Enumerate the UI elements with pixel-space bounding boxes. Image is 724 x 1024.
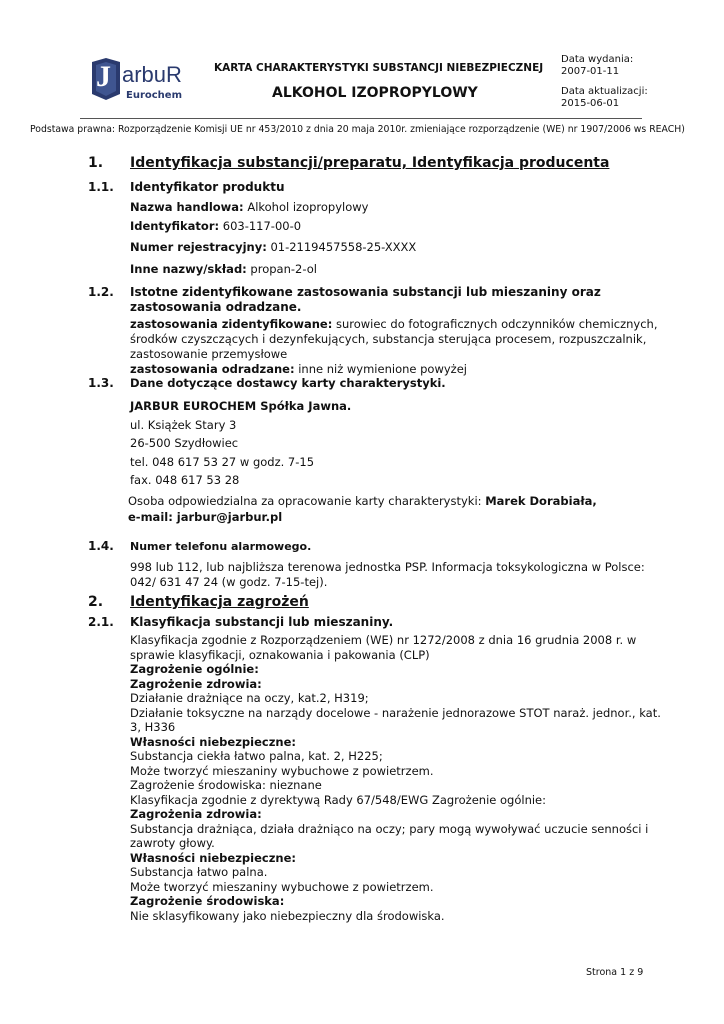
identified-uses-line-2: środków czyszczących i dezynfekujących, substancja sterująca procesem, rozpuszczalnik, [130,332,647,346]
classification-line: zawroty głowy. [130,836,215,850]
product-title: ALKOHOL IZOPROPYLOWY [272,85,478,101]
identified-uses-label: zastosowania zidentyfikowane: [130,317,333,331]
registration-label: Numer rejestracyjny: [130,240,267,254]
classification-line: Zagrożenia zdrowia: [130,807,262,821]
section-1-4-number: 1.4. [88,539,114,553]
section-1-title: Identyfikacja substancji/preparatu, Identyfikacja producenta [130,155,610,171]
section-1-number: 1. [88,155,104,171]
identifier [130,219,301,234]
classification-line: Klasyfikacja zgodnie z Rozporządzeniem (WE) nr 1272/2008 z dnia 16 grudnia 2008 r. w [130,633,637,647]
section-1-2-title-1: Istotne zidentyfikowane zastosowania substancji lub mieszaniny oraz [130,285,601,299]
section-2-1-number: 2.1. [88,615,114,629]
classification-line: Może tworzyć mieszaniny wybuchowe z powietrzem. [130,763,434,778]
contact-email[interactable]: e-mail: jarbur@jarbur.pl [128,510,283,524]
classification-text [130,633,661,923]
identified-uses-value: surowiec do fotograficznych odczynników chemicznych, [332,317,658,331]
address-street: ul. Książek Stary 3 [130,418,237,432]
logo [86,56,196,104]
section-2-number: 2. [88,594,104,610]
classification-line: Może tworzyć mieszaniny wybuchowe z powietrzem. [130,879,434,894]
page-number: Strona 1 z 9 [586,967,644,978]
classification-line: 3, H336 [130,720,176,734]
responsible-person [128,494,597,509]
alarm-line-2: 042/ 631 47 24 (w godz. 7-15-tej). [130,575,328,589]
registration-number [130,240,416,255]
phone: tel. 048 617 53 27 w godz. 7-15 [130,455,315,469]
other-names [130,262,317,277]
header-rule [80,118,642,119]
advised-against [130,362,467,377]
legal-basis: Podstawa prawna: Rozporządzenie Komisji UE nr 453/2010 z dnia 20 maja 2010r. zmieniające rozporządzenie (WE) nr 1907/2006 ws REACH) [30,124,685,135]
section-1-1-number: 1.1. [88,180,114,194]
logo-text: arbuR [122,62,182,87]
identifier-label: Identyfikator: [130,219,220,233]
trade-name-value: Alkohol izopropylowy [243,200,369,214]
other-names-label: Inne nazwy/skład: [130,262,247,276]
classification-line: Działanie drażniące na oczy, kat.2, H319; [130,691,369,705]
section-1-1-title: Identyfikator produktu [130,180,285,194]
classification-line: Zagrożenie ogólnie: [130,662,259,676]
classification-line: Własności niebezpieczne: [130,734,296,749]
section-1-4-title: Numer telefonu alarmowego. [130,540,312,553]
responsible-label: Osoba odpowiedzialna za opracowanie karty charakterystyki: [128,494,486,508]
classification-line: Zagrożenie środowiska: [130,894,285,908]
classification-line: Działanie toksyczne na narządy docelowe - narażenie jednorazowe STOT naraż. jednor., kat. [130,705,661,720]
classification-line: sprawie klasyfikacji, oznakowania i pakowania (CLP) [130,647,430,662]
logo-subtext: Eurochem [126,90,183,101]
classification-line: Substancja łatwo palna. [130,865,268,879]
company-name: JARBUR EUROCHEM Spółka Jawna. [130,399,352,413]
other-names-value: propan-2-ol [246,262,317,276]
section-2-1-title: Klasyfikacja substancji lub mieszaniny. [130,615,394,629]
registration-value: 01-2119457558-25-XXXX [266,240,417,254]
classification-line: Substancja ciekła łatwo palna, kat. 2, H225; [130,749,383,763]
section-2-title: Identyfikacja zagrożeń [130,594,309,610]
classification-line: Zagrożenie zdrowia: [130,676,262,691]
identified-uses-line-3: zastosowanie przemysłowe [130,347,288,361]
update-label: Data aktualizacji: [561,86,648,97]
section-1-2-number: 1.2. [88,285,114,299]
identified-uses [130,317,658,332]
classification-line: Nie sklasyfikowany jako niebezpieczny dla środowiska. [130,908,445,923]
section-1-2-title-2: zastosowania odradzane. [130,300,302,314]
trade-name [130,200,368,215]
classification-line: Substancja drażniąca, działa drażniąco na oczy; pary mogą wywoływać uczucie senności i [130,821,649,836]
update-date: 2015-06-01 [561,98,620,109]
advised-against-label: zastosowania odradzane: [130,362,295,376]
alarm-line-1: 998 lub 112, lub najbliższa terenowa jednostka PSP. Informacja toksykologiczna w Polsce: [130,560,645,574]
logo-letter: J [96,60,111,93]
address-city: 26-500 Szydłowiec [130,436,239,450]
fax: fax. 048 617 53 28 [130,473,240,487]
identifier-value: 603-117-00-0 [219,219,302,233]
section-1-3-title: Dane dotyczące dostawcy karty charakterystyki. [130,376,446,390]
classification-line: Zagrożenie środowiska: nieznane [130,778,322,792]
issue-label: Data wydania: [561,54,634,65]
issue-date: 2007-01-11 [561,66,620,77]
responsible-name: Marek Dorabiała, [485,494,597,508]
classification-line: Klasyfikacja zgodnie z dyrektywą Rady 67/548/EWG Zagrożenie ogólnie: [130,792,547,807]
advised-against-value: inne niż wymienione powyżej [294,362,467,376]
classification-line: Własności niebezpieczne: [130,850,296,865]
trade-name-label: Nazwa handlowa: [130,200,244,214]
section-1-3-number: 1.3. [88,376,114,390]
doc-title: KARTA CHARAKTERYSTYKI SUBSTANCJI NIEBEZPIECZNEJ [214,62,544,74]
